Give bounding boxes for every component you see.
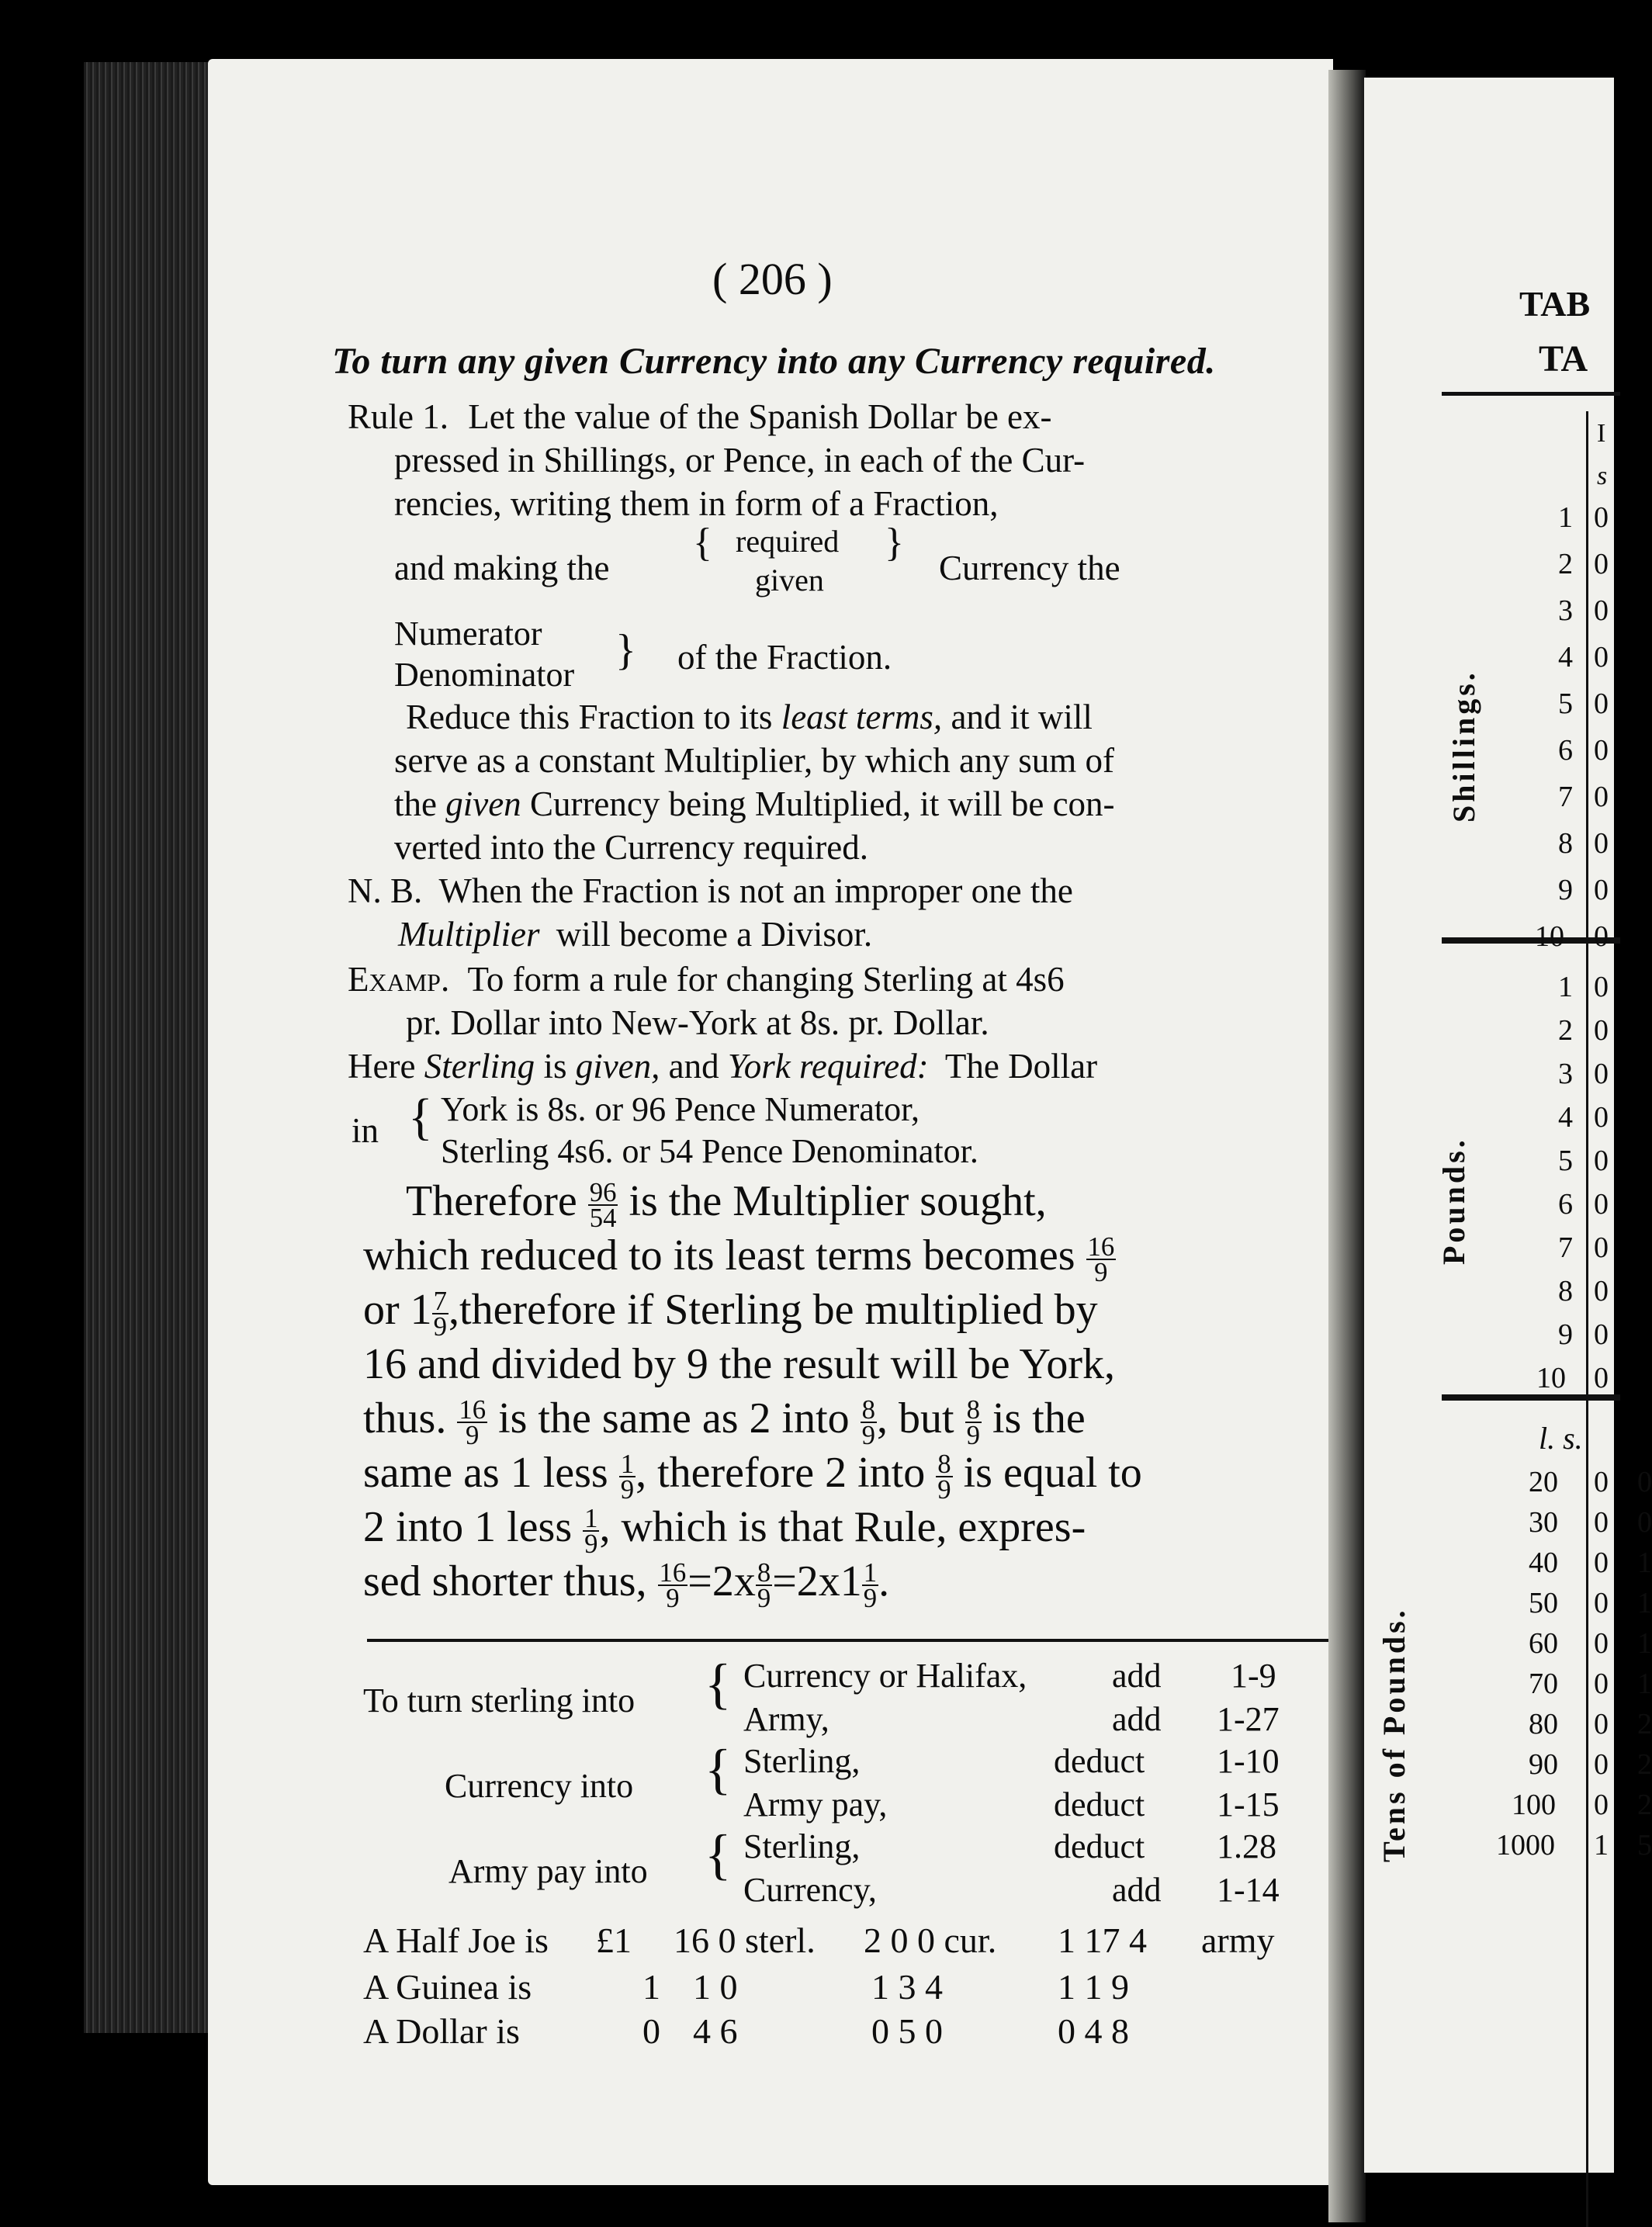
column-rule [1586, 411, 1588, 2227]
row-value: 0 [1594, 641, 1609, 674]
coin-value: 4 6 [693, 2011, 738, 2051]
row-number: 30 [1529, 1506, 1558, 1539]
row-number: 60 [1529, 1627, 1558, 1660]
row-number: 4 [1558, 641, 1573, 674]
conv-rate: 1-14 [1217, 1871, 1280, 1909]
fraction-denominator: 9 [620, 1474, 635, 1505]
rule-text: of the Fraction. [677, 638, 892, 677]
fraction-numerator: 96 [589, 1176, 617, 1207]
row-value: 0 [1594, 1014, 1609, 1047]
text-span: Therefore [406, 1177, 577, 1225]
brace-top: required [736, 524, 840, 559]
row-value: 0 [1594, 1668, 1609, 1700]
conv-op: deduct [1054, 1742, 1145, 1780]
row-value: 1 [1637, 1546, 1652, 1579]
conv-lead: Currency into [445, 1767, 634, 1805]
text-span: and [668, 1047, 719, 1086]
row-value: 1 [1637, 1627, 1652, 1660]
fraction-numerator: 16 [1087, 1231, 1115, 1262]
rule-text: rencies, writing them in form of a Fraction, [394, 484, 999, 523]
left-page [208, 59, 1333, 2185]
fraction-numerator: 1 [620, 1448, 635, 1479]
conv-rate: 1-15 [1217, 1785, 1280, 1824]
row-value: 2 [1637, 1708, 1652, 1740]
text-span: is the Multiplier sought, [629, 1177, 1047, 1225]
row-value: 0 [1594, 781, 1609, 813]
row-number: 9 [1558, 1318, 1573, 1351]
fraction [861, 1394, 877, 1451]
left-brace-icon: { [705, 1653, 732, 1715]
row-number: 1 [1558, 971, 1573, 1003]
row-number: 6 [1558, 1188, 1573, 1221]
fraction-numerator: 1 [863, 1557, 878, 1588]
row-number: 70 [1529, 1668, 1558, 1700]
row-value: 1 [1594, 1829, 1609, 1862]
row-value: 5 [1637, 1829, 1652, 1862]
conv-target: Currency or Halifax, [743, 1657, 1027, 1695]
text-span: The Dollar [944, 1047, 1098, 1086]
row-number: 9 [1558, 874, 1573, 906]
coin-value: 0 5 0 [871, 2011, 943, 2051]
coin-value: army [1201, 1920, 1275, 1960]
column-header: l. s. [1539, 1421, 1583, 1456]
conv-target: Army, [743, 1700, 829, 1738]
example-label: Examp. [348, 960, 450, 999]
conv-target: Currency, [743, 1871, 877, 1909]
text-span: is [543, 1047, 567, 1086]
left-brace-icon: { [408, 1089, 433, 1145]
row-number: 50 [1529, 1587, 1558, 1619]
right-brace-icon: } [615, 626, 636, 674]
conv-lead: Army pay into [448, 1852, 648, 1890]
rule-text: and making the [394, 549, 610, 587]
text-span: the [394, 784, 437, 823]
text-span: which reduced to its least terms becomes [363, 1231, 1075, 1280]
conv-target: Army pay, [743, 1785, 888, 1824]
fraction [457, 1394, 487, 1451]
row-number: 3 [1558, 1058, 1573, 1090]
conv-rate: 1-9 [1231, 1657, 1276, 1695]
text-span: =2x [687, 1557, 756, 1605]
text-span: and it will [951, 698, 1093, 736]
row-value: 0 [1594, 1748, 1609, 1781]
row-number: 10 [1536, 1362, 1566, 1394]
row-number: 1000 [1496, 1829, 1555, 1862]
row-value: 0 [1594, 1188, 1609, 1221]
text-span: Currency being Multiplied, it will be con- [529, 784, 1115, 823]
row-value: 0 [1594, 874, 1609, 906]
row-value: 0 [1594, 1362, 1609, 1394]
fraction-numerator: 8 [757, 1557, 771, 1588]
text-span: , therefore 2 into [636, 1449, 926, 1497]
coin-value: 1 1 9 [1058, 1967, 1129, 2007]
row-number: 10 [1535, 920, 1564, 953]
row-value: 0 [1594, 971, 1609, 1003]
page-number: ( 206 ) [712, 254, 833, 304]
row-value: 0 [1594, 1627, 1609, 1660]
row-value: 0 [1594, 1231, 1609, 1264]
row-number: 90 [1529, 1748, 1558, 1781]
fraction-denominator: 9 [861, 1420, 876, 1451]
fraction-denominator: 9 [757, 1583, 771, 1614]
fraction-numerator: 8 [937, 1448, 951, 1479]
row-number: 2 [1558, 548, 1573, 580]
brace-bottom: given [755, 563, 824, 597]
row-value: 0 [1594, 1466, 1609, 1498]
text-span: is the [992, 1394, 1086, 1443]
row-value: 0 [1637, 1506, 1652, 1539]
fraction [1086, 1231, 1117, 1288]
coin-value: 1 [642, 1967, 660, 2007]
fraction-numerator: 8 [966, 1394, 980, 1425]
conv-target: Sterling, [743, 1742, 861, 1780]
right-page-title: TAB [1519, 284, 1591, 324]
coin-value: 2 0 0 cur. [864, 1920, 997, 1960]
row-value: 0 [1594, 1101, 1609, 1134]
coin-value: 1 3 4 [871, 1967, 943, 2007]
row-number: 2 [1558, 1014, 1573, 1047]
row-value: 0 [1594, 827, 1609, 860]
pounds-label: Pounds. [1436, 1137, 1471, 1265]
right-page [1364, 78, 1652, 2173]
fraction [862, 1557, 878, 1614]
rule-text: Let the value of the Spanish Dollar be ex- [468, 397, 1052, 436]
fraction-numerator: 16 [659, 1557, 687, 1588]
fraction [965, 1394, 982, 1451]
text-line: verted into the Currency required. [394, 828, 869, 867]
fraction-numerator: 1 [584, 1502, 598, 1533]
fraction [432, 1285, 448, 1342]
row-number: 6 [1558, 734, 1573, 767]
text-span: 2 into 1 less [363, 1503, 573, 1551]
text-span: will become a Divisor. [556, 915, 873, 954]
text-span: Here [348, 1047, 416, 1086]
fraction-denominator: 9 [863, 1583, 878, 1614]
conv-op: add [1112, 1657, 1162, 1695]
text-span: , which is that Rule, expres- [599, 1503, 1086, 1551]
coin-value: 16 0 sterl. [674, 1920, 816, 1960]
row-number: 7 [1558, 1231, 1573, 1264]
coin-value: 1 17 4 [1058, 1920, 1147, 1960]
row-number: 5 [1558, 1145, 1573, 1177]
text-span: is the same as 2 into [498, 1394, 850, 1443]
row-number: 8 [1558, 1275, 1573, 1307]
text-span: Reduce this Fraction to its [406, 698, 773, 736]
row-value: 0 [1594, 920, 1609, 953]
right-brace-icon: } [885, 521, 904, 565]
text-span: thus. [363, 1394, 447, 1443]
left-brace-icon: { [693, 521, 712, 565]
text-span: York required: [727, 1047, 929, 1086]
row-value: 0 [1594, 1587, 1609, 1619]
conv-rate: 1-10 [1217, 1742, 1280, 1780]
denominator-label: Denominator [394, 656, 575, 694]
text-span: ,therefore if Sterling be multiplied by [448, 1286, 1098, 1334]
conv-op: add [1112, 1700, 1162, 1738]
text-span: same as 1 less [363, 1449, 608, 1497]
book-gutter [1328, 70, 1366, 2222]
text-span: or 1 [363, 1286, 432, 1334]
fraction [588, 1176, 618, 1234]
text-span: =2x1 [772, 1557, 862, 1605]
row-number: 4 [1558, 1101, 1573, 1134]
row-value: 0 [1594, 1318, 1609, 1351]
section-heading: To turn any given Currency into any Currency required. [332, 341, 1216, 382]
table-rule [1442, 1394, 1620, 1401]
rule-text: pressed in Shillings, or Pence, in each of the Cur- [394, 441, 1086, 480]
fraction-denominator: 9 [966, 1420, 980, 1451]
conv-rate: 1-27 [1217, 1700, 1280, 1738]
nb-label: N. B. [348, 871, 423, 910]
conv-op: deduct [1054, 1827, 1145, 1865]
conv-lead: To turn sterling into [363, 1682, 636, 1720]
text-span: Multiplier [398, 915, 540, 954]
text-line: York is 8s. or 96 Pence Numerator, [441, 1090, 920, 1128]
text-line: pr. Dollar into New-York at 8s. pr. Dollar. [406, 1003, 989, 1042]
numerator-label: Numerator [394, 615, 542, 653]
row-number: 20 [1529, 1466, 1558, 1498]
row-number: 5 [1558, 687, 1573, 720]
row-value: 0 [1594, 1275, 1609, 1307]
column-header: s [1597, 462, 1608, 490]
fraction-denominator: 9 [666, 1583, 680, 1614]
text-span: least terms, [781, 698, 943, 736]
fraction [583, 1502, 599, 1560]
row-value: 0 [1594, 501, 1609, 534]
fraction-numerator: 16 [459, 1394, 487, 1425]
row-value: 0 [1594, 734, 1609, 767]
conv-op: add [1112, 1871, 1162, 1909]
section-divider [367, 1639, 1333, 1642]
left-brace-icon: { [705, 1824, 732, 1886]
fraction [658, 1557, 688, 1614]
text-span: , but [877, 1394, 954, 1443]
fraction [619, 1448, 636, 1505]
fraction-numerator: 8 [861, 1394, 876, 1425]
coin-name: A Half Joe is [363, 1920, 549, 1960]
fraction [756, 1557, 772, 1614]
text-span: sed shorter thus, [363, 1557, 647, 1605]
row-number: 100 [1512, 1789, 1556, 1821]
row-value: 0 [1594, 1708, 1609, 1740]
text-span: given, [575, 1047, 660, 1086]
text-span: To form a rule for changing Sterling at 4s6 [467, 960, 1065, 999]
text-span: . [878, 1557, 890, 1605]
row-number: 3 [1558, 594, 1573, 627]
row-number: 1 [1558, 501, 1573, 534]
coin-value: £1 [596, 1920, 632, 1960]
row-value: 0 [1594, 548, 1609, 580]
fraction [936, 1448, 952, 1505]
table-rule [1442, 392, 1620, 396]
column-header: I [1597, 419, 1606, 448]
text-span: When the Fraction is not an improper one the [438, 871, 1073, 910]
row-number: 8 [1558, 827, 1573, 860]
rule-text: Currency the [939, 549, 1120, 587]
row-value: 1 [1637, 1587, 1652, 1619]
fraction-denominator: 54 [589, 1203, 617, 1234]
text-span: is equal to [963, 1449, 1142, 1497]
tens-of-pounds-label: Tens of Pounds. [1377, 1607, 1411, 1862]
fraction-denominator: 9 [584, 1529, 598, 1560]
fraction-denominator: 9 [937, 1474, 951, 1505]
conv-target: Sterling, [743, 1827, 861, 1865]
conv-op: deduct [1054, 1785, 1145, 1824]
row-value: 0 [1594, 1506, 1609, 1539]
coin-name: A Dollar is [363, 2011, 520, 2051]
row-value: 0 [1594, 1058, 1609, 1090]
text-line: serve as a constant Multiplier, by which any sum of [394, 741, 1114, 780]
row-value: 1 [1637, 1668, 1652, 1700]
text-span: given [445, 784, 521, 823]
text-line: Sterling 4s6. or 54 Pence Denominator. [441, 1132, 978, 1170]
coin-value: 0 4 8 [1058, 2011, 1129, 2051]
book-page-edges [84, 62, 214, 2033]
left-brace-icon: { [705, 1738, 732, 1800]
coin-name: A Guinea is [363, 1967, 532, 2007]
row-value: 0 [1594, 1145, 1609, 1177]
row-value: 0 [1594, 594, 1609, 627]
row-number: 7 [1558, 781, 1573, 813]
conv-rate: 1.28 [1217, 1827, 1276, 1865]
text-line: 16 and divided by 9 the result will be York, [363, 1340, 1116, 1388]
text-span: in [352, 1111, 379, 1150]
row-number: 40 [1529, 1546, 1558, 1579]
fraction-denominator: 9 [466, 1420, 480, 1451]
row-value: 0 [1594, 1789, 1609, 1821]
row-number: 80 [1529, 1708, 1558, 1740]
fraction-denominator: 9 [433, 1311, 448, 1342]
fraction-numerator: 7 [433, 1285, 448, 1316]
fraction-denominator: 9 [1094, 1257, 1108, 1288]
text-span: Sterling [424, 1047, 535, 1086]
row-value: 2 [1637, 1748, 1652, 1781]
coin-value: 1 0 [693, 1967, 738, 2007]
coin-value: 0 [642, 2011, 660, 2051]
shillings-label: Shillings. [1446, 670, 1481, 823]
row-value: 0 [1637, 1466, 1652, 1498]
row-value: 0 [1594, 1546, 1609, 1579]
rule-label: Rule 1. [348, 397, 448, 436]
right-page-subtitle: TA [1539, 338, 1588, 379]
row-value: 0 [1594, 687, 1609, 720]
row-value: 2 [1637, 1789, 1652, 1821]
